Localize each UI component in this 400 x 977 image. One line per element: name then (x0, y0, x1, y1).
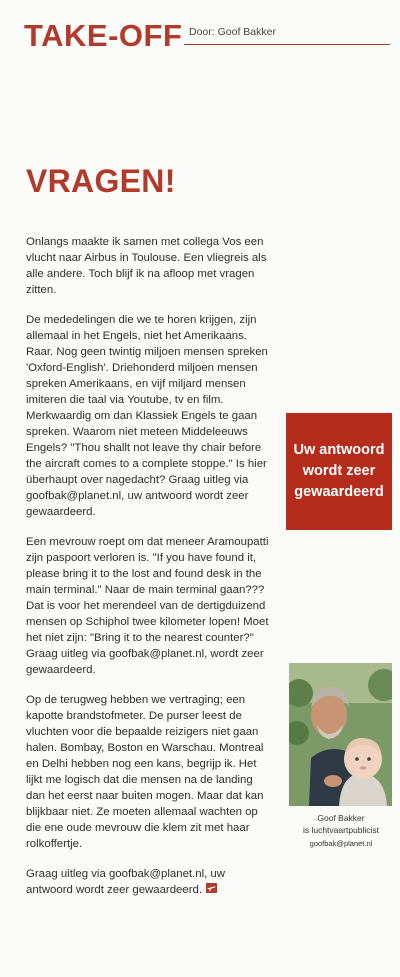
header-divider (184, 44, 390, 45)
caption-role: is luchtvaartpublicist (302, 825, 380, 835)
paragraph-4: Op de terugweg hebben we vertraging; een kapotte brandstofmeter. De purser leest de vluchten voor die bepaalde reizigers niet gaan halen. Bombay, Boston en Warschau. Montreal en Delhi hebben nog een kans, begrijp ik. Het lijkt me logisch dat die mensen na de landing dan het eerst naar buiten mogen. Maar dat kan blijkbaar niet. Ze moeten allemaal wachten op die ene oude mevrouw die klem zit met haar rolkoffertje. (26, 694, 264, 850)
author-photo (289, 663, 392, 806)
caption-email: goofbak@planet.nl (309, 839, 373, 848)
article-body (26, 234, 274, 912)
paragraph-5 (26, 866, 274, 898)
pull-quote-box (286, 413, 392, 530)
pull-quote-text: Uw antwoord wordt zeer gewaardeerd (293, 442, 385, 500)
closing-text: Graag uitleg via goofbak@planet.nl, uw antwoord wordt zeer gewaardeerd. (26, 868, 225, 896)
paragraph-2: De mededelingen die we te horen krijgen, zijn allemaal in het Engels, niet het Amerikaans. Raar. Nog geen twintig miljoen mensen spreken 'Oxford-English'. Driehonderd miljoen mensen spreken Amerikaans, en vijf miljard mensen imiteren die taal via Youtube, tv en film. Merkwaardig om dan Klassiek Engels te gaan spreken. Waarom niet meteen Middeleeuws Engels? "Thou shallt not leave thy chair before the aircraft comes to a complete stoppe." Is hier überhaupt over nagedacht? Graag uitleg via goofbak@planet.nl, uw antwoord wordt zeer gewaardeerd. (26, 314, 268, 518)
caption-name: Goof Bakker (317, 813, 365, 823)
byline: Door: Goof Bakker (189, 26, 276, 38)
section-title: TAKE-OFF (24, 18, 183, 53)
paragraph-3: Een mevrouw roept om dat meneer Aramoupatti zijn paspoort verloren is. "If you have found it, please bring it to the lost and found desk in the main terminal." Naar de main terminal gaan??? Dat is voor het merendeel van de dertigduizend mensen op Schiphol twee kilometer lopen! Moet het niet zijn: "Bring it to the nearest counter?" Graag uitleg via goofbak@planet.nl, wordt zeer gewaardeerd. (26, 536, 269, 676)
article-headline: VRAGEN! (26, 163, 176, 199)
paragraph-1: Onlangs maakte ik samen met collega Vos een vlucht naar Airbus in Toulouse. Een vliegreis als alle andere. Toch blijf ik na afloop met vragen zitten. (26, 236, 267, 296)
photo-caption (287, 812, 395, 850)
airplane-icon (206, 882, 217, 898)
